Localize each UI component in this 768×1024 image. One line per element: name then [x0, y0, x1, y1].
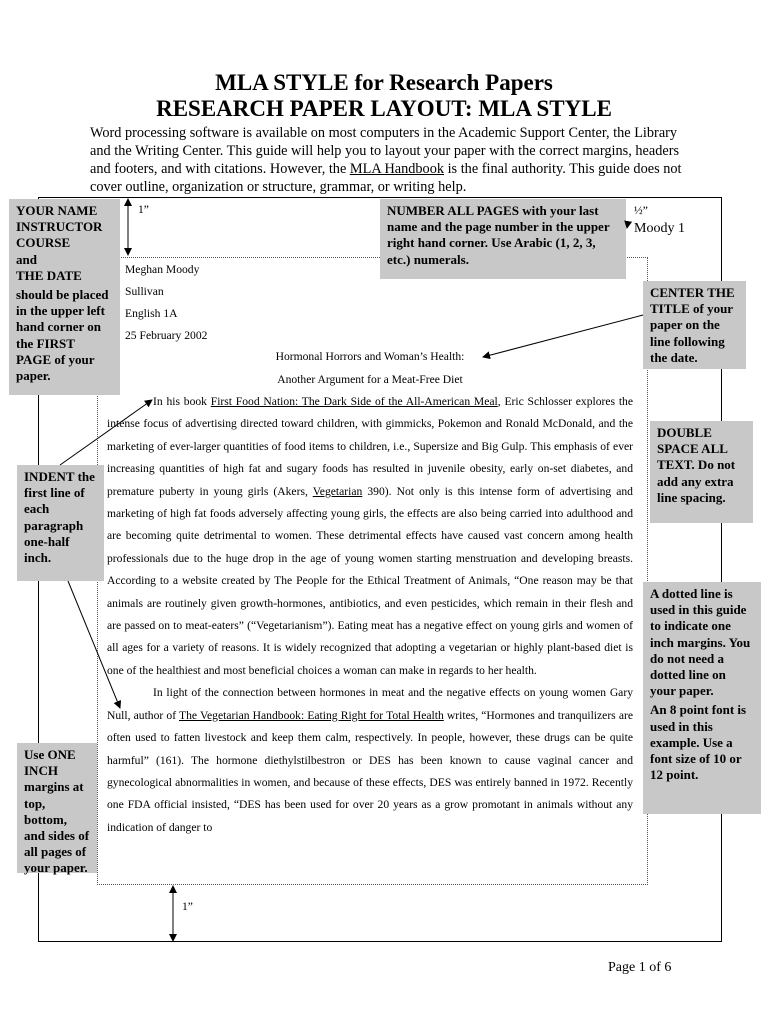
- center-title-arrow: [483, 315, 643, 357]
- intro-text-2: is the final authority. This guide does not cover outline, organization or structure, grammar, or writing help.: [90, 161, 682, 195]
- note-number-pages: NUMBER ALL PAGES with your last name and the page number in the upper right hand corner. Use Arabic (1, 2, 3, etc.) numerals.: [380, 199, 626, 279]
- note-double-space: DOUBLE SPACE ALL TEXT. Do not add any extra line spacing.: [650, 421, 753, 523]
- intro-text-1: Word processing software is available on most computers in the Academic Support Center, the Library and the Writing Center. This guide will help you to layout your paper with the correct margins, headers and footers, and with citations. However, the: [90, 125, 680, 177]
- note-indent: INDENT the first line of each paragraph one-half inch.: [17, 465, 104, 581]
- half-inch-label: ½”: [634, 204, 648, 217]
- p1-citation: Vegetarian: [312, 484, 363, 498]
- half-inch-arrow: [627, 222, 628, 228]
- bottom-margin-label: 1”: [182, 900, 193, 913]
- p1-text-a: In his book: [153, 395, 211, 408]
- note-one-inch-margins: Use ONE INCH margins at top, bottom, and sides of all pages of your paper.: [17, 743, 97, 873]
- course-name: English 1A: [125, 307, 178, 320]
- note-font-size: An 8 point font is used in this example. Use a font size of 10 or 12 point.: [650, 702, 747, 783]
- note-name-date-caps: YOUR NAME INSTRUCTOR COURSE and THE DATE: [16, 203, 103, 283]
- p2-text-b: writes, “Hormones and tranquilizers are often used to fatten livestock and keep them calm, respectively. In people, however, these drugs can be quite harmful” (161). The hormone diethylstilbestron or DES has been known to cause vaginal cancer and gynecological abnormalities in women, and because of these effects, DES was entirely banned in 1972. Recently one FDA official insisted, “DES has been used for over 20 years as a grow promotant in animals without any indication of danger to: [107, 708, 633, 834]
- p1-book-title: First Food Nation: The Dark Side of the All-American Meal: [210, 395, 498, 408]
- p2-text-a: In light of the connection between hormones in meat and the negative effects on young women Gary Null, author of: [107, 686, 633, 722]
- indent-arrow-upper: [60, 400, 152, 465]
- paper-title-line-1: Hormonal Horrors and Woman’s Health:: [275, 350, 465, 363]
- page-subtitle: RESEARCH PAPER LAYOUT: MLA STYLE: [156, 96, 612, 121]
- note-center-title: CENTER THE TITLE of your paper on the line following the date.: [643, 281, 746, 369]
- p1-text-c: 390). Not only is this intense form of advertising and marketing of high fat foods adversely affecting young girls, the effects are also being carried into adulthood and are becoming quite detrimental to women. These detrimental effects have caused vast concern among health professionals due to the huge drop in the age of young women starting menstruation and developing breasts. According to a website created by The People for the Ethical Treatment of Animals, “One reason may be that animals are routinely given growth-hormones, antibiotics, and even pesticides, which remain in their flesh and are passed on to meat-eaters” (“Vegetarianism”). Eating meat has a negative effect on young girls and women of all ages for a variety of reasons. It is widely recognized that adopting a vegetarian or highly plant-based diet is one of the healthiest and most beneficial choices a woman can make in regards to her health.: [107, 484, 633, 677]
- page-number: Page 1 of 6: [608, 960, 672, 975]
- note-dotted-line: A dotted line is used in this guide to indicate one inch margins. You do not need a dotted line on your paper.: [650, 586, 751, 699]
- p1-text-b: , Eric Schlosser explores the intense focus of advertising directed toward children, with gimmicks, Pokemon and Ronald McDonald, and the marketing of ever-larger quantities of food items to children, i.e., Supersize and Big Gulp. This emphasis of ever increasing quantities of high fat and sugary foods has resulted in juvenile obesity, early on-set diabetes, and premature puberty in young girls (Akers,: [107, 395, 634, 498]
- top-margin-label: 1”: [138, 203, 149, 216]
- running-head: Moody 1: [634, 221, 685, 236]
- instructor-name: Sullivan: [125, 285, 164, 298]
- indent-arrow-lower: [68, 581, 120, 708]
- mla-handbook-reference: MLA Handbook: [349, 161, 445, 177]
- paper-date: 25 February 2002: [125, 329, 208, 342]
- page-title: MLA STYLE for Research Papers: [215, 70, 553, 95]
- student-name: Meghan Moody: [125, 263, 200, 276]
- paper-title-line-2: Another Argument for a Meat-Free Diet: [277, 373, 463, 386]
- note-name-date-rest: should be placed in the upper left hand corner on the FIRST PAGE of your paper.: [16, 287, 109, 384]
- p2-book-title: The Vegetarian Handbook: Eating Right for Total Health: [179, 708, 444, 722]
